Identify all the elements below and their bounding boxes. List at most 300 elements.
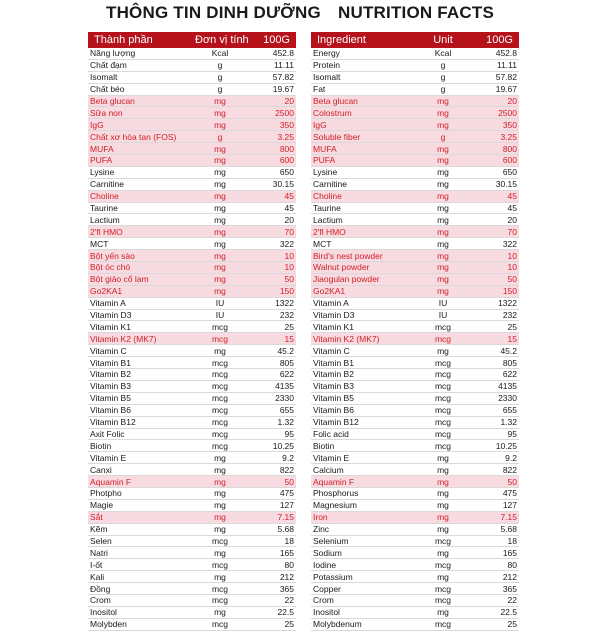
cell-ingredient: Jiaogulan powder: [311, 273, 415, 285]
table-header-row: [311, 32, 519, 48]
cell-amount: 350: [248, 119, 296, 131]
cell-amount: 45: [248, 202, 296, 214]
cell-amount: 25: [248, 321, 296, 333]
cell-amount: 822: [248, 464, 296, 476]
cell-amount: 127: [471, 499, 519, 511]
table-row: [311, 535, 519, 547]
table-row: [88, 583, 296, 595]
cell-amount: 50: [471, 476, 519, 488]
cell-amount: 10: [248, 250, 296, 262]
cell-unit: mg: [415, 202, 471, 214]
table-row: [88, 618, 296, 630]
cell-unit: mg: [192, 273, 248, 285]
table-row: [311, 547, 519, 559]
cell-amount: 50: [248, 476, 296, 488]
cell-amount: 212: [248, 571, 296, 583]
cell-unit: mg: [192, 155, 248, 167]
table-row: [311, 369, 519, 381]
table-row: [88, 452, 296, 464]
cell-amount: 150: [471, 285, 519, 297]
cell-amount: 365: [248, 583, 296, 595]
table-row: [88, 392, 296, 404]
cell-ingredient: 2'fl HMO: [88, 226, 192, 238]
table-row: [311, 250, 519, 262]
table-row: [88, 594, 296, 606]
cell-ingredient: Biotin: [88, 440, 192, 452]
cell-unit: Kcal: [415, 48, 471, 59]
cell-ingredient: Vitamin A: [311, 297, 415, 309]
table-row: [88, 131, 296, 143]
cell-ingredient: Sodium: [311, 547, 415, 559]
cell-amount: 9.2: [248, 452, 296, 464]
cell-amount: 2500: [248, 107, 296, 119]
cell-ingredient: Choline: [88, 190, 192, 202]
table-row: [88, 369, 296, 381]
cell-ingredient: Phosphorus: [311, 487, 415, 499]
cell-amount: 10: [248, 262, 296, 274]
cell-unit: mg: [192, 166, 248, 178]
cell-ingredient: Vitamin D3: [311, 309, 415, 321]
cell-unit: mcg: [192, 357, 248, 369]
cell-ingredient: Magie: [88, 499, 192, 511]
cell-ingredient: Lysine: [88, 166, 192, 178]
cell-unit: mg: [415, 464, 471, 476]
cell-unit: mcg: [192, 440, 248, 452]
table-row: [311, 238, 519, 250]
cell-unit: mg: [192, 250, 248, 262]
table-row: [311, 262, 519, 274]
table-row: [311, 428, 519, 440]
cell-ingredient: Lactium: [88, 214, 192, 226]
cell-amount: 2330: [248, 392, 296, 404]
cell-unit: mg: [192, 511, 248, 523]
cell-unit: mg: [192, 547, 248, 559]
table-row: [311, 487, 519, 499]
cell-amount: 95: [248, 428, 296, 440]
cell-unit: mg: [192, 226, 248, 238]
cell-ingredient: Aquamin F: [311, 476, 415, 488]
table-row: [88, 48, 296, 59]
cell-unit: mcg: [192, 583, 248, 595]
cell-amount: 80: [471, 559, 519, 571]
table-row: [311, 571, 519, 583]
cell-ingredient: Protein: [311, 59, 415, 71]
cell-ingredient: Vitamin D3: [88, 309, 192, 321]
cell-amount: 10: [471, 250, 519, 262]
cell-unit: mcg: [192, 333, 248, 345]
table-row: [311, 309, 519, 321]
cell-ingredient: Calcium: [311, 464, 415, 476]
cell-unit: mg: [192, 487, 248, 499]
table-row: [311, 143, 519, 155]
cell-ingredient: IgG: [311, 119, 415, 131]
cell-amount: 800: [471, 143, 519, 155]
cell-ingredient: Vitamin C: [311, 345, 415, 357]
table-row: [88, 95, 296, 107]
table-row: [88, 297, 296, 309]
cell-unit: Kcal: [192, 48, 248, 59]
cell-unit: mcg: [192, 535, 248, 547]
cell-ingredient: MCT: [311, 238, 415, 250]
cell-ingredient: Iron: [311, 511, 415, 523]
cell-amount: 50: [471, 273, 519, 285]
cell-unit: mg: [192, 499, 248, 511]
cell-ingredient: Carnitine: [88, 178, 192, 190]
table-row: [88, 416, 296, 428]
cell-ingredient: Natri: [88, 547, 192, 559]
cell-unit: mg: [192, 606, 248, 618]
cell-amount: 30.15: [248, 178, 296, 190]
cell-amount: 45: [471, 190, 519, 202]
cell-amount: 4135: [248, 380, 296, 392]
table-row: [311, 583, 519, 595]
cell-unit: mcg: [415, 559, 471, 571]
cell-ingredient: Carnitine: [311, 178, 415, 190]
cell-amount: 655: [248, 404, 296, 416]
cell-unit: mg: [192, 345, 248, 357]
cell-unit: mg: [415, 273, 471, 285]
cell-ingredient: Bird's nest powder: [311, 250, 415, 262]
cell-amount: 150: [248, 285, 296, 297]
table-row: [311, 464, 519, 476]
cell-unit: mcg: [415, 404, 471, 416]
cell-ingredient: Beta glucan: [88, 95, 192, 107]
cell-unit: IU: [415, 297, 471, 309]
cell-ingredient: Vitamin K1: [88, 321, 192, 333]
cell-ingredient: Canxi: [88, 464, 192, 476]
cell-ingredient: Go2KA1: [311, 285, 415, 297]
cell-ingredient: I-ốt: [88, 559, 192, 571]
table-row: [311, 226, 519, 238]
cell-ingredient: PUFA: [311, 155, 415, 167]
cell-amount: 600: [471, 155, 519, 167]
cell-ingredient: Colostrum: [311, 107, 415, 119]
table-row: [88, 59, 296, 71]
cell-unit: mcg: [415, 392, 471, 404]
cell-amount: 20: [248, 214, 296, 226]
table-row: [88, 333, 296, 345]
cell-amount: 322: [248, 238, 296, 250]
table-row: [311, 131, 519, 143]
cell-unit: mg: [192, 571, 248, 583]
table-row: [88, 440, 296, 452]
cell-unit: mg: [415, 143, 471, 155]
nutrition-table-english: [311, 32, 519, 631]
cell-ingredient: Lactium: [311, 214, 415, 226]
table-row: [88, 285, 296, 297]
table-row: [88, 238, 296, 250]
cell-amount: 19.67: [471, 83, 519, 95]
table-row: [311, 333, 519, 345]
cell-ingredient: Vitamin K2 (MK7): [311, 333, 415, 345]
cell-amount: 19.67: [248, 83, 296, 95]
table-row: [311, 499, 519, 511]
cell-amount: 45.2: [248, 345, 296, 357]
header-amount: 100G: [248, 32, 296, 48]
table-row: [88, 499, 296, 511]
cell-ingredient: Taurine: [311, 202, 415, 214]
table-row: [88, 262, 296, 274]
cell-amount: 57.82: [471, 71, 519, 83]
cell-amount: 3.25: [248, 131, 296, 143]
cell-unit: mcg: [192, 392, 248, 404]
cell-ingredient: Bột yến sào: [88, 250, 192, 262]
cell-amount: 7.15: [248, 511, 296, 523]
cell-amount: 45: [248, 190, 296, 202]
cell-ingredient: Chất xơ hòa tan (FOS): [88, 131, 192, 143]
cell-ingredient: Vitamin B12: [311, 416, 415, 428]
cell-unit: mg: [415, 523, 471, 535]
cell-amount: 22: [248, 594, 296, 606]
cell-unit: mcg: [415, 333, 471, 345]
cell-amount: 70: [471, 226, 519, 238]
table-row: [88, 214, 296, 226]
cell-unit: mcg: [192, 428, 248, 440]
cell-amount: 350: [471, 119, 519, 131]
cell-amount: 20: [471, 214, 519, 226]
cell-unit: g: [192, 59, 248, 71]
cell-amount: 127: [248, 499, 296, 511]
cell-unit: mg: [192, 476, 248, 488]
cell-unit: mcg: [192, 369, 248, 381]
table-row: [88, 83, 296, 95]
cell-amount: 4135: [471, 380, 519, 392]
header-amount: 100G: [471, 32, 519, 48]
cell-unit: mg: [192, 262, 248, 274]
cell-unit: mcg: [192, 404, 248, 416]
table-row: [88, 166, 296, 178]
table-row: [311, 476, 519, 488]
cell-ingredient: Kẽm: [88, 523, 192, 535]
cell-ingredient: Selen: [88, 535, 192, 547]
table-row: [311, 83, 519, 95]
cell-amount: 650: [248, 166, 296, 178]
cell-amount: 10.25: [471, 440, 519, 452]
cell-unit: mcg: [415, 618, 471, 630]
table-row: [88, 71, 296, 83]
table-row: [311, 297, 519, 309]
cell-amount: 95: [471, 428, 519, 440]
table-row: [88, 250, 296, 262]
cell-unit: mg: [415, 487, 471, 499]
cell-ingredient: Vitamin B3: [88, 380, 192, 392]
cell-amount: 2330: [471, 392, 519, 404]
cell-unit: mg: [415, 452, 471, 464]
cell-amount: 50: [248, 273, 296, 285]
cell-amount: 452.8: [471, 48, 519, 59]
cell-unit: mg: [192, 107, 248, 119]
cell-unit: mg: [192, 523, 248, 535]
table-row: [311, 452, 519, 464]
cell-unit: mg: [415, 226, 471, 238]
cell-unit: mg: [415, 285, 471, 297]
cell-ingredient: Vitamin E: [311, 452, 415, 464]
cell-ingredient: Aquamin F: [88, 476, 192, 488]
cell-amount: 622: [471, 369, 519, 381]
cell-unit: mg: [415, 250, 471, 262]
cell-amount: 15: [471, 333, 519, 345]
cell-ingredient: Choline: [311, 190, 415, 202]
header-ingredient: Thành phần: [88, 32, 192, 48]
cell-unit: mcg: [415, 428, 471, 440]
table-row: [88, 571, 296, 583]
cell-ingredient: Biotin: [311, 440, 415, 452]
cell-ingredient: Vitamin B6: [88, 404, 192, 416]
cell-ingredient: Vitamin C: [88, 345, 192, 357]
cell-unit: mg: [415, 166, 471, 178]
cell-amount: 232: [248, 309, 296, 321]
cell-ingredient: Vitamin B12: [88, 416, 192, 428]
cell-amount: 5.68: [248, 523, 296, 535]
cell-unit: mcg: [415, 594, 471, 606]
cell-unit: mg: [192, 178, 248, 190]
cell-unit: mcg: [415, 583, 471, 595]
cell-ingredient: Vitamin B3: [311, 380, 415, 392]
cell-unit: mcg: [192, 594, 248, 606]
cell-ingredient: Bột óc chó: [88, 262, 192, 274]
cell-ingredient: PUFA: [88, 155, 192, 167]
cell-amount: 475: [248, 487, 296, 499]
cell-unit: mcg: [415, 357, 471, 369]
header-unit: Đơn vị tính: [192, 32, 248, 48]
table-body: [311, 48, 519, 630]
table-row: [311, 107, 519, 119]
table-row: [88, 107, 296, 119]
cell-amount: 452.8: [248, 48, 296, 59]
cell-amount: 822: [471, 464, 519, 476]
cell-amount: 1.32: [248, 416, 296, 428]
cell-ingredient: Chất béo: [88, 83, 192, 95]
cell-ingredient: Magnesium: [311, 499, 415, 511]
cell-unit: mcg: [415, 535, 471, 547]
cell-amount: 650: [471, 166, 519, 178]
table-row: [311, 559, 519, 571]
cell-amount: 805: [248, 357, 296, 369]
cell-ingredient: Walnut powder: [311, 262, 415, 274]
cell-unit: mg: [192, 119, 248, 131]
table-row: [311, 511, 519, 523]
cell-amount: 30.15: [471, 178, 519, 190]
cell-amount: 3.25: [471, 131, 519, 143]
table-row: [311, 345, 519, 357]
cell-amount: 165: [248, 547, 296, 559]
table-row: [311, 416, 519, 428]
header-ingredient: Ingredient: [311, 32, 415, 48]
cell-unit: mg: [415, 238, 471, 250]
cell-unit: mg: [415, 119, 471, 131]
cell-unit: mg: [415, 178, 471, 190]
table-row: [88, 380, 296, 392]
table-row: [88, 559, 296, 571]
cell-ingredient: Molybdenum: [311, 618, 415, 630]
cell-amount: 165: [471, 547, 519, 559]
cell-unit: mg: [415, 499, 471, 511]
cell-ingredient: Vitamin B1: [311, 357, 415, 369]
cell-amount: 25: [471, 618, 519, 630]
cell-amount: 20: [248, 95, 296, 107]
table-row: [311, 48, 519, 59]
table-row: [88, 119, 296, 131]
cell-unit: mg: [192, 202, 248, 214]
cell-unit: g: [415, 83, 471, 95]
table-row: [88, 511, 296, 523]
table-body: [88, 48, 296, 630]
cell-amount: 475: [471, 487, 519, 499]
cell-amount: 45.2: [471, 345, 519, 357]
table-row: [311, 95, 519, 107]
cell-unit: mg: [192, 238, 248, 250]
cell-amount: 655: [471, 404, 519, 416]
table-row: [311, 119, 519, 131]
cell-unit: mg: [415, 511, 471, 523]
cell-amount: 232: [471, 309, 519, 321]
table-row: [311, 618, 519, 630]
cell-ingredient: Sữa non: [88, 107, 192, 119]
cell-ingredient: Isomalt: [88, 71, 192, 83]
cell-unit: mcg: [415, 380, 471, 392]
cell-ingredient: MUFA: [88, 143, 192, 155]
cell-ingredient: Isomalt: [311, 71, 415, 83]
cell-amount: 212: [471, 571, 519, 583]
cell-unit: mg: [415, 606, 471, 618]
cell-ingredient: MUFA: [311, 143, 415, 155]
table-row: [88, 404, 296, 416]
cell-unit: mg: [192, 464, 248, 476]
cell-unit: mg: [415, 107, 471, 119]
title-english: NUTRITION FACTS: [338, 3, 494, 22]
table-row: [311, 155, 519, 167]
table-row: [88, 547, 296, 559]
cell-unit: mg: [192, 452, 248, 464]
table-row: [311, 214, 519, 226]
cell-unit: mcg: [415, 440, 471, 452]
table-row: [88, 190, 296, 202]
cell-unit: mg: [415, 345, 471, 357]
cell-unit: mg: [192, 285, 248, 297]
cell-ingredient: Selenium: [311, 535, 415, 547]
table-row: [88, 143, 296, 155]
cell-ingredient: IgG: [88, 119, 192, 131]
cell-ingredient: Vitamin B6: [311, 404, 415, 416]
cell-unit: mcg: [415, 369, 471, 381]
cell-amount: 1322: [248, 297, 296, 309]
cell-amount: 45: [471, 202, 519, 214]
table-row: [311, 594, 519, 606]
cell-amount: 365: [471, 583, 519, 595]
cell-ingredient: Chất đạm: [88, 59, 192, 71]
cell-ingredient: Lysine: [311, 166, 415, 178]
table-row: [88, 202, 296, 214]
cell-ingredient: Vitamin B5: [311, 392, 415, 404]
cell-amount: 80: [248, 559, 296, 571]
table-row: [311, 321, 519, 333]
cell-unit: g: [192, 131, 248, 143]
cell-ingredient: Vitamin E: [88, 452, 192, 464]
cell-unit: mg: [192, 190, 248, 202]
cell-amount: 18: [248, 535, 296, 547]
cell-unit: mcg: [415, 321, 471, 333]
cell-amount: 22.5: [248, 606, 296, 618]
cell-unit: mg: [192, 95, 248, 107]
cell-ingredient: Soluble fiber: [311, 131, 415, 143]
cell-ingredient: Năng lượng: [88, 48, 192, 59]
cell-unit: mg: [415, 155, 471, 167]
cell-ingredient: Vitamin K2 (MK7): [88, 333, 192, 345]
cell-amount: 22.5: [471, 606, 519, 618]
table-row: [311, 357, 519, 369]
cell-amount: 322: [471, 238, 519, 250]
table-row: [88, 523, 296, 535]
